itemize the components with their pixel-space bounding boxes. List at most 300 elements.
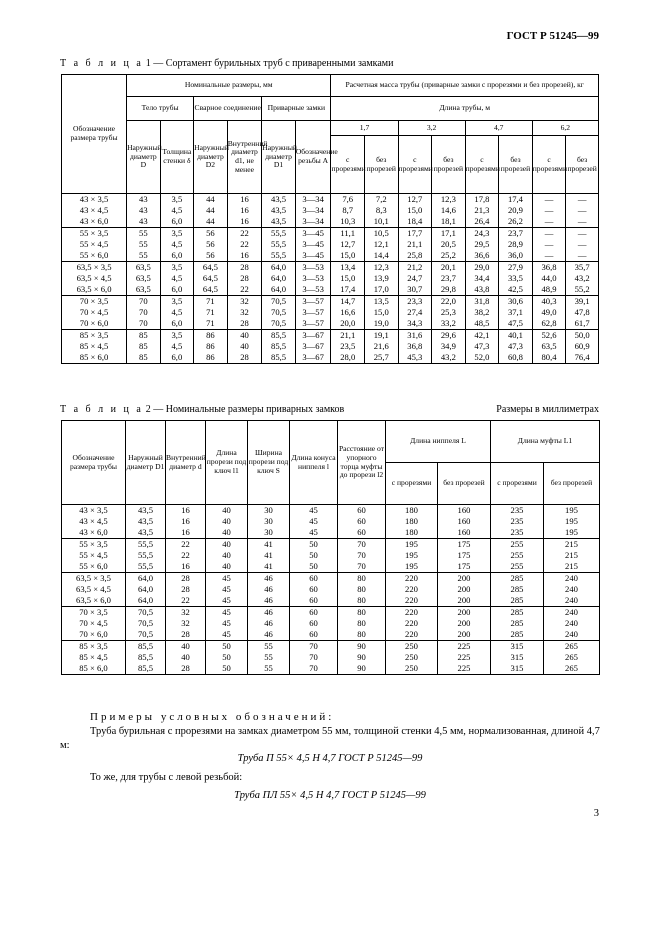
table-cell: 80,4 [532,352,566,364]
table-row [62,330,599,342]
table-cell: 70 [290,641,338,653]
table-cell: 23,3 [398,296,432,308]
table-cell: 15,0 [331,250,365,262]
table-cell: 55 × 4,5 [62,239,127,250]
table-cell: 255 [491,561,544,573]
table-cell: 52,6 [532,330,566,342]
table-cell: 4,5 [160,205,194,216]
table-cell: 16 [166,505,206,517]
table-cell: 215 [544,561,600,573]
table-cell: 25,7 [365,352,399,364]
table-cell: 40 [206,561,248,573]
table-cell: 12,7 [331,239,365,250]
table-cell: 86 [194,341,228,352]
table-cell: 46 [248,607,290,619]
table-cell: 15,0 [365,307,399,318]
table-cell: 60 [338,516,386,527]
table-cell: 8,7 [331,205,365,216]
table-cell: 45 [206,584,248,595]
example-paragraph-1: Труба бурильная с прорезями на замках диаметром 55 мм, толщиной стенки 4,5 мм, нормализованная, длиной 4,7 м: [60,726,600,751]
table-cell: 60 [290,629,338,641]
table-cell: 46 [248,595,290,607]
table1-pipe-assortment [61,74,599,364]
table-cell: 220 [386,595,438,607]
table-cell: — [566,205,599,216]
table-row [62,629,600,641]
table-cell: 37,1 [499,307,533,318]
table-cell: 55,2 [566,284,599,296]
table-cell: 46 [248,573,290,585]
table-cell: 285 [491,595,544,607]
table1-body [62,194,599,364]
table-cell: 43 [127,194,161,206]
table-cell: 43 × 6,0 [62,216,127,228]
table-cell: 64,0 [262,284,296,296]
t1-h-pipe-length: Длина трубы, м [331,97,599,121]
table-cell: 16 [166,516,206,527]
table-cell: 23,7 [499,228,533,240]
table-cell: 45 [290,505,338,517]
table-cell: 6,0 [160,284,194,296]
table-cell: 43,5 [262,216,296,228]
table-cell: 85 × 3,5 [62,330,127,342]
table-cell: 23,5 [331,341,365,352]
table2-caption [60,404,344,415]
table-cell: 55,5 [262,250,296,262]
table-cell: 85 [127,330,161,342]
table-cell: 63,5 × 6,0 [62,595,126,607]
table-cell: 225 [438,641,491,653]
table-cell: 45 [206,607,248,619]
table-cell: 240 [544,618,600,629]
table-cell: 17,4 [499,194,533,206]
table-cell: 250 [386,641,438,653]
table-cell: 60 [290,573,338,585]
table-cell: 52,0 [465,352,499,364]
table-cell: 3,5 [160,330,194,342]
table-cell: 36,8 [398,341,432,352]
table-cell: 240 [544,595,600,607]
table-cell: 34,4 [465,273,499,284]
table-row [62,573,600,585]
table-cell: 3—53 [295,262,331,274]
table-cell: 55 × 4,5 [62,550,126,561]
table-cell: 60 [290,607,338,619]
table-cell: 28 [227,273,262,284]
table-cell: 71 [194,318,228,330]
table-cell: 42,5 [499,284,533,296]
table-cell: 3,5 [160,228,194,240]
table-row [62,262,599,274]
table-cell: 7,2 [365,194,399,206]
table-cell: 175 [438,561,491,573]
t1-h-len-2: 3,2 [398,121,465,136]
table-cell: 55,5 [262,228,296,240]
table-cell: 64,5 [194,262,228,274]
table-cell: 41 [248,550,290,561]
table-cell: 235 [491,505,544,517]
table-cell: 45 [206,629,248,641]
table-row [62,607,600,619]
table-cell: 42,1 [465,330,499,342]
table-cell: 55 × 6,0 [62,250,127,262]
table-cell: 40 [206,516,248,527]
table-row [62,205,599,216]
table-row [62,595,600,607]
table-cell: — [532,205,566,216]
table-cell: 26,2 [499,216,533,228]
table-cell: 27,9 [499,262,533,274]
table-cell: 43,2 [432,352,466,364]
t1-h-welded-joints: Приварные замки [262,97,331,121]
table-cell: 40 [206,505,248,517]
t1-h-without-slots: без прорезей [499,136,533,194]
table-cell: 3,5 [160,194,194,206]
table-cell: 25,3 [432,307,466,318]
table-cell: 55 [248,663,290,675]
table-cell: 17,0 [365,284,399,296]
table-cell: 315 [491,652,544,663]
table-cell: 55,5 [262,239,296,250]
table-cell: 85 [127,341,161,352]
table-cell: 4,5 [160,307,194,318]
table-row [62,216,599,228]
table-cell: 70,5 [126,618,166,629]
table-cell: 7,6 [331,194,365,206]
t1-h-inner-d1: Внутренний диаметр d1, не менее [227,121,262,194]
table-cell: 44 [194,194,228,206]
table-cell: 45 [206,573,248,585]
table-cell: 3,5 [160,262,194,274]
table-cell: 285 [491,584,544,595]
table-cell: 36,0 [499,250,533,262]
table-cell: 14,6 [432,205,466,216]
table-cell: 40 [227,330,262,342]
table-cell: 220 [386,584,438,595]
table-cell: 20,9 [499,205,533,216]
table-cell: 85 × 4,5 [62,652,126,663]
table-cell: 46 [248,629,290,641]
example-formula-2: Труба ПЛ 55× 4,5 Н 4,7 ГОСТ Р 51245—99 [234,790,426,801]
table-cell: 85,5 [262,330,296,342]
table-cell: 225 [438,652,491,663]
t1-h-with-slots: с прорезями [331,136,365,194]
table-cell: 6,0 [160,318,194,330]
table-cell: 85,5 [262,341,296,352]
table-cell: 55 [127,239,161,250]
table-cell: 22 [166,550,206,561]
table-cell: 80 [338,607,386,619]
table-cell: 3—67 [295,341,331,352]
table-cell: 3—67 [295,330,331,342]
table-cell: 44,0 [532,273,566,284]
table-cell: 55 [248,652,290,663]
table-cell: 225 [438,663,491,675]
table-row [62,505,600,517]
table-cell: 16 [166,527,206,539]
table-cell: — [566,250,599,262]
table-cell: 195 [544,516,600,527]
table-cell: 43,5 [126,527,166,539]
table-cell: 215 [544,550,600,561]
table-cell: 12,3 [432,194,466,206]
table-cell: 19,1 [365,330,399,342]
table-cell: 3—57 [295,307,331,318]
table-cell: 60 [290,618,338,629]
table-cell: 28 [227,352,262,364]
table-cell: 28,0 [331,352,365,364]
t2-h-distance: Расстояние от упорного торца муфты до прорези l2 [338,421,386,505]
table-cell: 38,2 [465,307,499,318]
table-cell: 50 [290,539,338,551]
table-cell: 220 [386,607,438,619]
table-cell: 180 [386,527,438,539]
table1-caption [60,58,394,69]
t2-h-designation: Обозначение размера трубы [62,421,126,505]
table-row [62,527,600,539]
t1-h-wall: Толщина стенки δ [160,121,194,194]
table-cell: 80 [338,629,386,641]
t1-h-mass: Расчетная масса трубы (приварные замки с прорезями и без прорезей), кг [331,75,599,97]
t2-h-cone-length: Длина конуса ниппеля l [290,421,338,505]
table-cell: 36,8 [532,262,566,274]
table-cell: 10,3 [331,216,365,228]
table-cell: 55,5 [126,561,166,573]
t2-h-coupling-length: Длина муфты L1 [491,421,600,463]
table-cell: 28 [166,629,206,641]
t1-h-outer-d: Наружный диаметр D [127,121,161,194]
table-row [62,318,599,330]
table-cell: 195 [386,550,438,561]
table-cell: — [532,216,566,228]
table-cell: — [566,239,599,250]
table-cell: 80 [338,573,386,585]
t1-h-without-slots: без прорезей [566,136,599,194]
table-cell: 31,6 [398,330,432,342]
table-cell: 28 [166,573,206,585]
table-cell: 45 [290,527,338,539]
examples-heading: Примеры условных обозначений: [90,711,335,723]
t2-h-without-slots: без прорезей [438,463,491,505]
table-cell: 21,3 [465,205,499,216]
table-cell: 70 [338,561,386,573]
table2-body [62,505,600,675]
table-cell: 86 [194,330,228,342]
table-cell: 16 [227,216,262,228]
table-cell: 200 [438,629,491,641]
table-cell: 29,6 [432,330,466,342]
table-cell: 63,5 × 3,5 [62,262,127,274]
table-cell: 3—57 [295,296,331,308]
t1-h-weld-joint: Сварное соединение [194,97,262,121]
table-cell: 200 [438,595,491,607]
table-cell: 30,6 [499,296,533,308]
table-cell: 41 [248,561,290,573]
table-cell: 24,7 [398,273,432,284]
table-cell: 70 [290,652,338,663]
table-cell: 240 [544,573,600,585]
table-cell: 200 [438,607,491,619]
table-cell: 6,0 [160,216,194,228]
table-cell: 35,7 [566,262,599,274]
table-cell: 220 [386,573,438,585]
table-cell: 70 × 3,5 [62,296,127,308]
table-cell: 46 [248,584,290,595]
page-number: 3 [593,808,599,819]
table-cell: 50 [290,550,338,561]
t1-h-len-1: 1,7 [331,121,398,136]
table-cell: 4,5 [160,239,194,250]
table-cell: 47,3 [499,341,533,352]
table-row [62,641,600,653]
table-row [62,516,600,527]
table-row [62,561,600,573]
table-cell: 60 [338,505,386,517]
table-cell: 11,1 [331,228,365,240]
table-cell: 285 [491,629,544,641]
table-cell: 70 [338,550,386,561]
table-cell: 55 [127,250,161,262]
table-cell: — [566,228,599,240]
table1-caption-word: Т а б л и ц а [60,58,144,69]
table-cell: 22 [227,228,262,240]
table-row [62,341,599,352]
t2-h-with-slots: с прорезями [386,463,438,505]
table-cell: 70 × 6,0 [62,318,127,330]
table-cell: 64,0 [262,262,296,274]
table2-units: Размеры в миллиметрах [496,404,599,415]
table-cell: 22,0 [432,296,466,308]
table-cell: 265 [544,641,600,653]
table-cell: 70 [127,296,161,308]
t1-h-outer-d2: Наружный диаметр D2 [194,121,228,194]
table-cell: 70 [127,318,161,330]
table-cell: 265 [544,663,600,675]
table-cell: 70 × 4,5 [62,307,127,318]
table-row [62,273,599,284]
table-cell: 12,3 [365,262,399,274]
table-cell: 55 [248,641,290,653]
table-cell: 220 [386,618,438,629]
table-cell: 47,3 [465,341,499,352]
table-cell: 40,3 [532,296,566,308]
table-cell: 60 [290,595,338,607]
table-cell: 85,5 [126,663,166,675]
table-cell: 43 × 4,5 [62,205,127,216]
table-cell: 195 [386,561,438,573]
table-cell: 17,1 [432,228,466,240]
table-cell: 32 [227,296,262,308]
table-cell: 50 [206,663,248,675]
table-cell: 55,5 [126,550,166,561]
table-cell: 3,5 [160,296,194,308]
table-row [62,584,600,595]
table-cell: 20,5 [432,239,466,250]
document-code: ГОСТ Р 51245—99 [506,30,599,42]
table2-caption-word: Т а б л и ц а [60,404,144,415]
table-row [62,307,599,318]
table-cell: 17,4 [331,284,365,296]
table-cell: 3—34 [295,216,331,228]
table-cell: 14,4 [365,250,399,262]
table-cell: 3—53 [295,273,331,284]
table-cell: 200 [438,573,491,585]
table-cell: 45,3 [398,352,432,364]
table-cell: 10,1 [365,216,399,228]
table-cell: 60,9 [566,341,599,352]
table-cell: 180 [386,505,438,517]
table-cell: 160 [438,505,491,517]
table-cell: 63,5 [532,341,566,352]
table-cell: 17,8 [465,194,499,206]
table-cell: 255 [491,539,544,551]
table-row [62,539,600,551]
t2-h-inner-d: Внутренний диаметр d [166,421,206,505]
table-cell: 26,4 [465,216,499,228]
table-cell: 215 [544,539,600,551]
t1-h-without-slots: без прорезей [432,136,466,194]
table-row [62,194,599,206]
table-cell: 70,5 [262,318,296,330]
table-cell: 285 [491,618,544,629]
table-cell: 255 [491,550,544,561]
table-cell: 64,0 [262,273,296,284]
t1-h-pipe-body: Тело трубы [127,97,194,121]
table-cell: 85 [127,352,161,364]
table-cell: 70,5 [126,629,166,641]
table-cell: 63,5 [127,262,161,274]
t1-h-nominal: Номинальные размеры, мм [127,75,331,97]
table-cell: 70 [290,663,338,675]
table-cell: 28,9 [499,239,533,250]
table-row [62,284,599,296]
table-cell: 175 [438,539,491,551]
table-cell: 47,8 [566,307,599,318]
table-cell: 55 × 6,0 [62,561,126,573]
table-cell: 86 [194,352,228,364]
t1-h-outer-d1: Наружный диаметр D1 [262,121,296,194]
table-cell: 63,5 × 3,5 [62,573,126,585]
table-cell: 13,9 [365,273,399,284]
table-cell: 13,5 [365,296,399,308]
table-cell: 55 [127,228,161,240]
t1-h-designation: Обозначение размера трубы [62,75,127,194]
table-cell: 29,5 [465,239,499,250]
table-cell: 14,7 [331,296,365,308]
table1-caption-text: 1 — Сортамент бурильных труб с приваренными замками [143,58,394,69]
table2-caption-text: 2 — Номинальные размеры приварных замков [143,404,345,415]
table-cell: 64,0 [126,573,166,585]
t1-h-with-slots: с прорезями [532,136,566,194]
table-cell: 15,0 [398,205,432,216]
example-paragraph-2: То же, для трубы с левой резьбой: [90,772,243,783]
table-cell: 20,1 [432,262,466,274]
table-cell: 64,0 [126,595,166,607]
table-row [62,652,600,663]
table-cell: 50 [290,561,338,573]
table-cell: 40 [206,527,248,539]
table-cell: 195 [544,527,600,539]
table-cell: 3—45 [295,228,331,240]
table-row [62,250,599,262]
t1-h-without-slots: без прорезей [365,136,399,194]
table-cell: 4,5 [160,273,194,284]
table-cell: 45 [206,618,248,629]
table-cell: 21,1 [398,239,432,250]
table-cell: 80 [338,595,386,607]
table-cell: 16 [227,250,262,262]
table-row [62,352,599,364]
